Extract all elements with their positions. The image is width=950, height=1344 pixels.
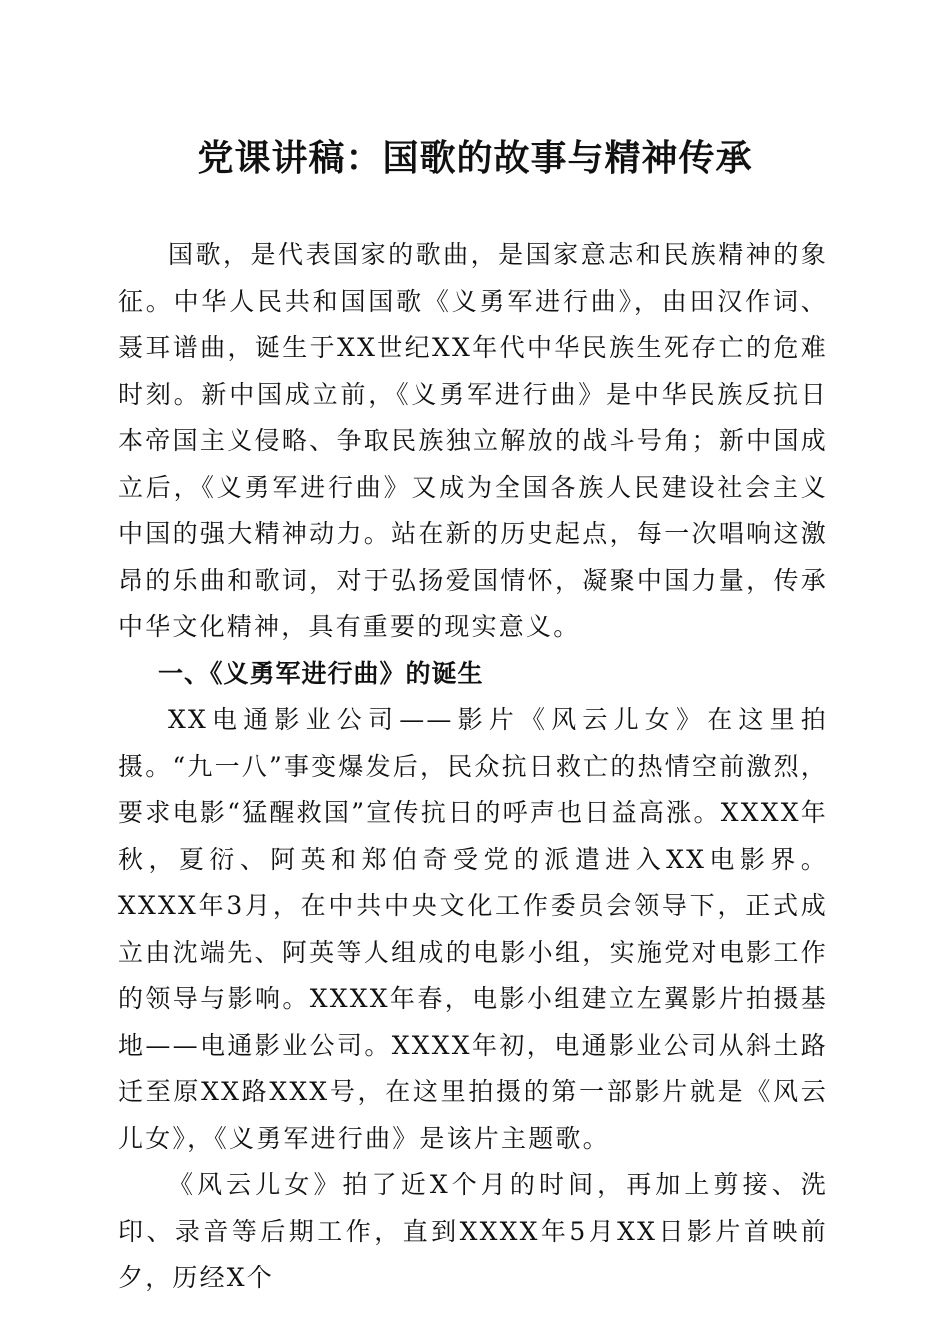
body-paragraph: XX电通影业公司——影片《风云儿女》在这里拍摄。“九一八”事变爆发后，民众抗日救亡的热情空前激烈，要求电影“猛醒救国”宣传抗日的呼声也日益高涨。XXXX年秋，夏衍、阿英和郑伯奇受党的派遣进入XX电影界。XXXX年3月，在中共中央文化工作委员会领导下，正式成立由沈端先、阿英等人组成的电影小组，实施党对电影工作的领导与影响。XXXX年春，电影小组建立左翼影片拍摄基地——电通影业公司。XXXX年初，电通影业公司从斜土路迁至原XX路XXX号，在这里拍摄的第一部影片就是《风云儿女》，《义勇军进行曲》是该片主题歌。 <box>118 705 828 1153</box>
document-title: 党课讲稿：国歌的故事与精神传承 <box>197 137 753 179</box>
body-paragraph: 《风云儿女》拍了近X个月的时间，再加上剪接、洗印、录音等后期工作，直到XXXX年5月XX日影片首映前夕，历经X个 <box>118 1170 828 1292</box>
section-heading: 一、《义勇军进行曲》的诞生 <box>158 658 484 688</box>
document-body <box>118 232 828 1302</box>
intro-paragraph: 国歌，是代表国家的歌曲，是国家意志和民族精神的象征。中华人民共和国国歌《义勇军进行曲》，由田汉作词、聂耳谱曲，诞生于XX世纪XX年代中华民族生死存亡的危难时刻。新中国成立前，《义勇军进行曲》是中华民族反抗日本帝国主义侵略、争取民族独立解放的战斗号角；新中国成立后，《义勇军进行曲》又成为全国各族人民建设社会主义中国的强大精神动力。站在新的历史起点，每一次唱响这激昂的乐曲和歌词，对于弘扬爱国情怀，凝聚中国力量，传承中华文化精神，具有重要的现实意义。 <box>118 240 828 641</box>
